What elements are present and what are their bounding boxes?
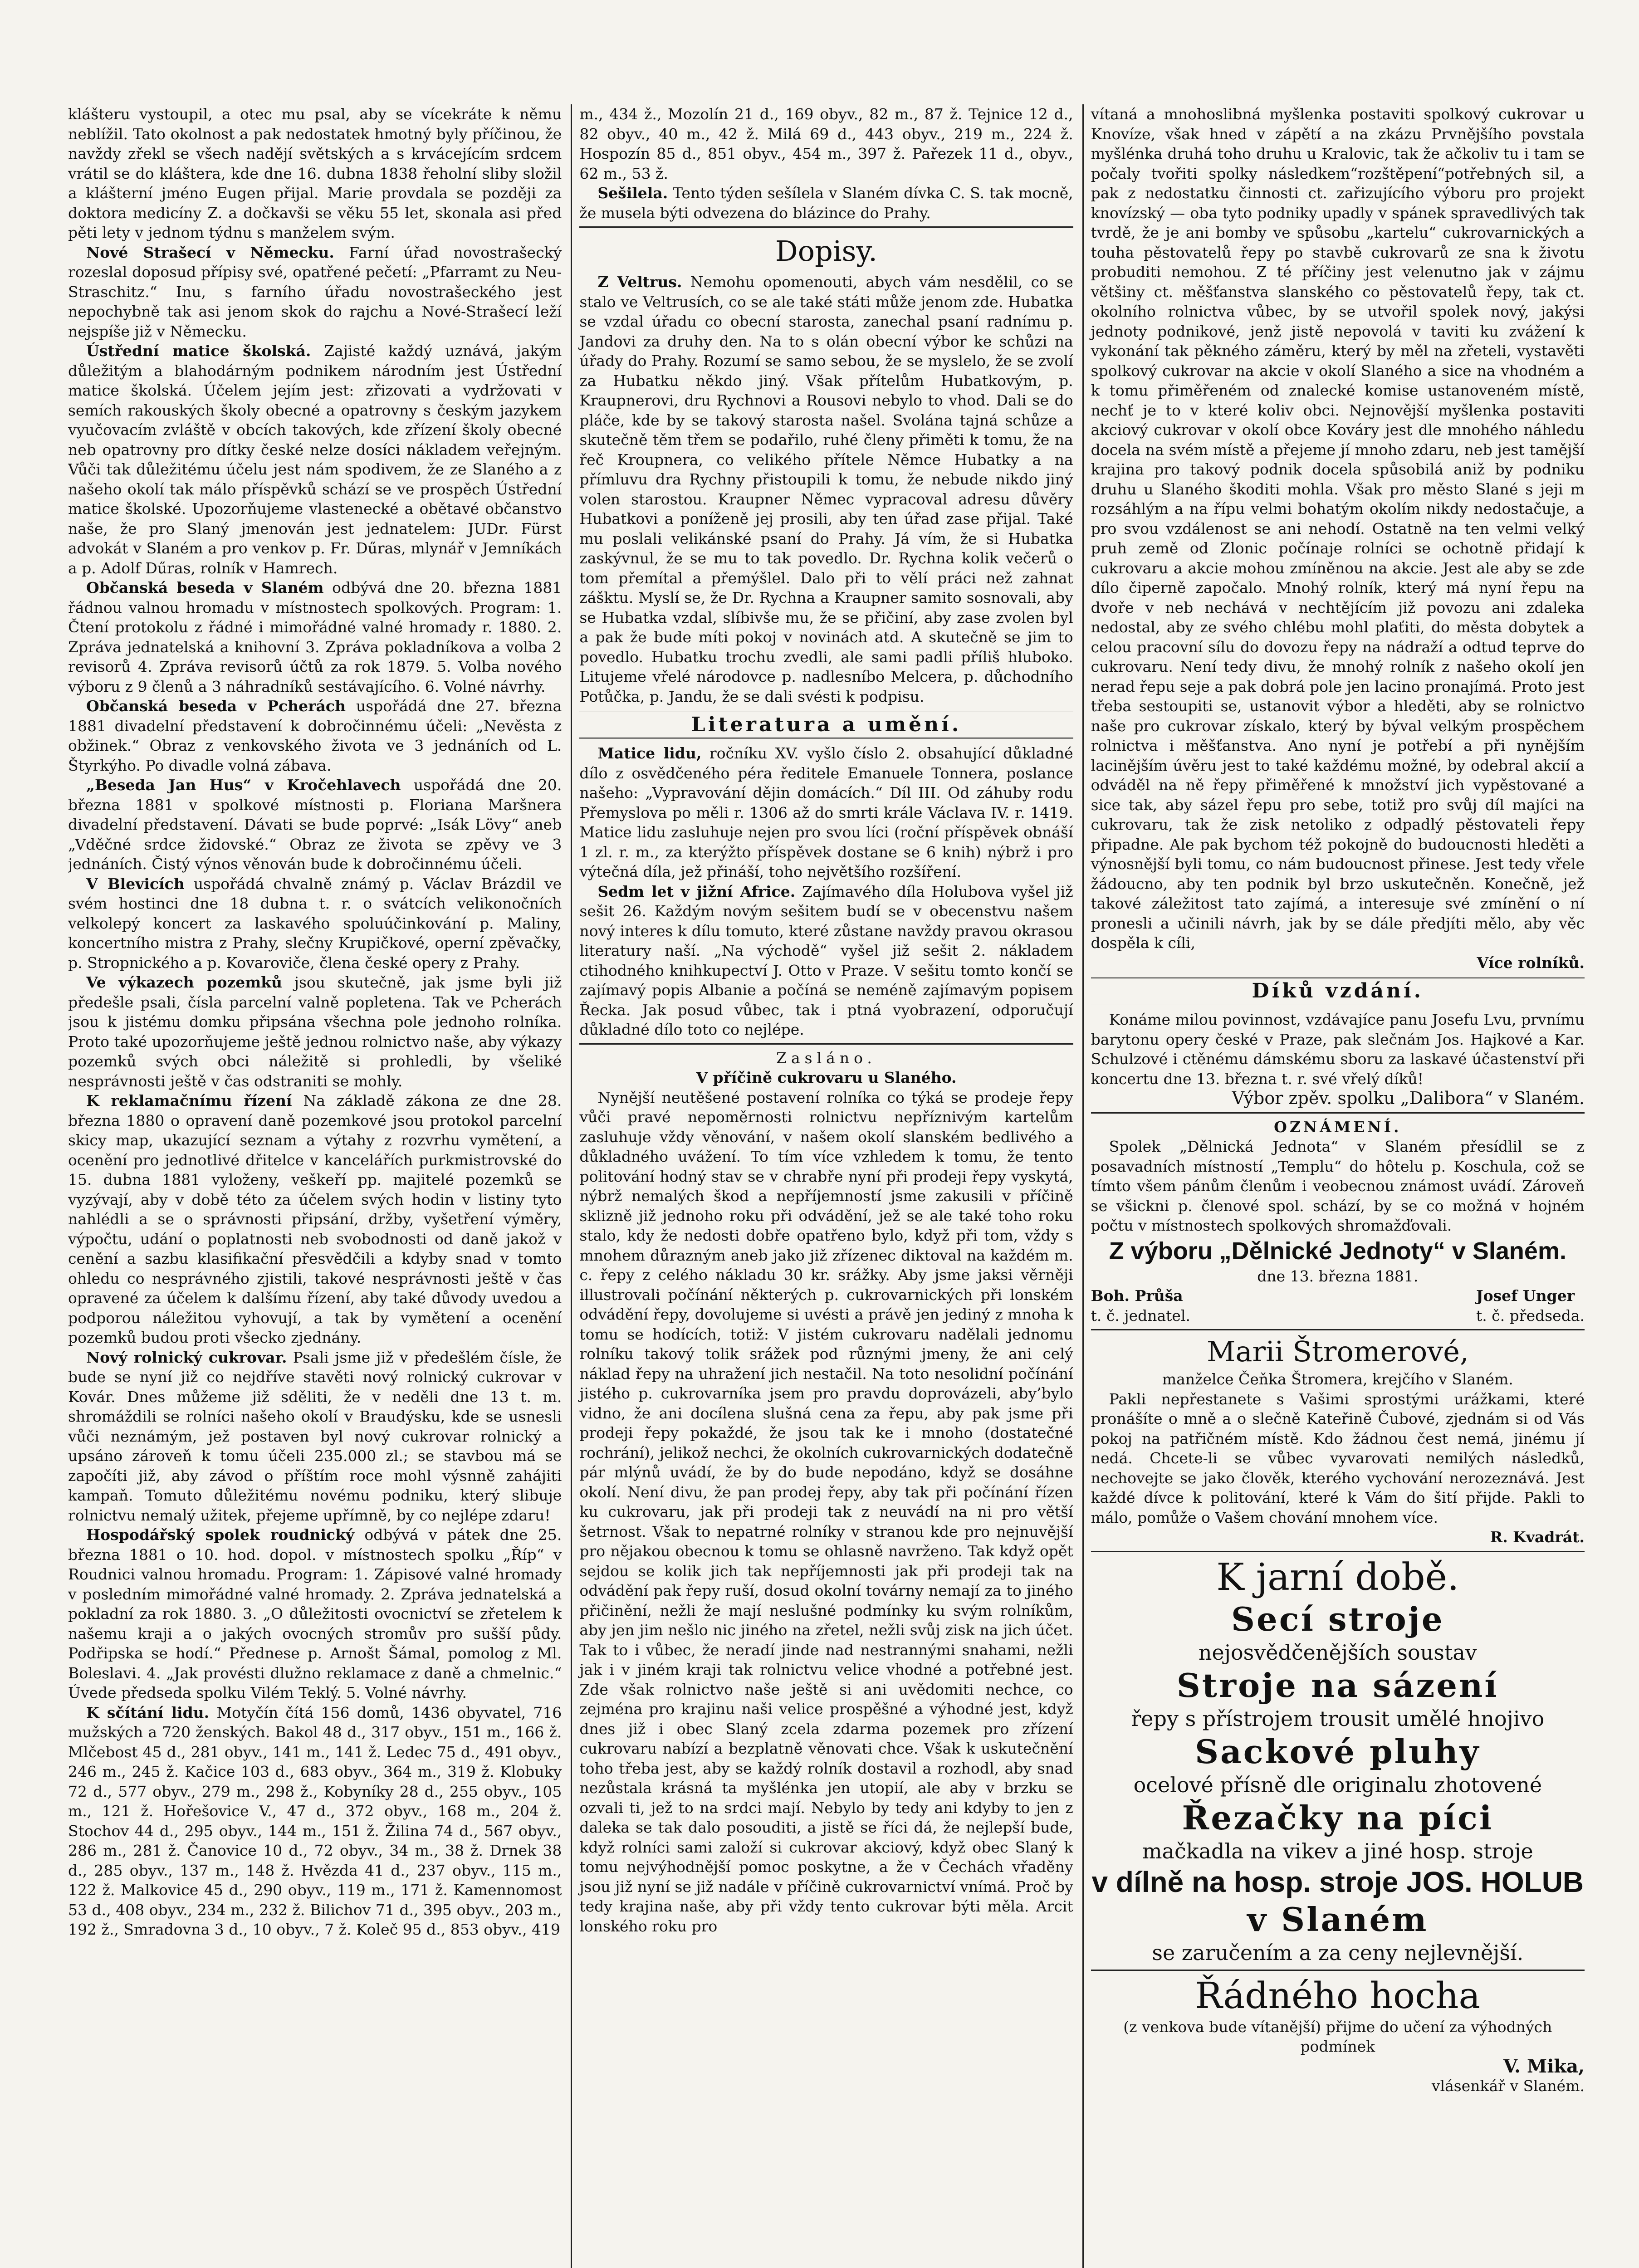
- ad-v-slanem: v Slaném: [1247, 1900, 1429, 1939]
- oznameni-title: OZNÁMENÍ.: [1274, 1118, 1402, 1136]
- news-paragraph: Ve výkazech pozemků jsou skutečně, jak jsme byli již předešle psali, čísla parcelní valně popletena. Tak ve Pcherách jsou k jistému domku připsána všechna pole jednoho rolníka. Proto také upozorňujeme ještě jednou rolnictvo naše, aby výkazy pozemků svých obci náležitě si prohledli, by všeliké nesprávnosti ještě v čas odstraniti se mohly.: [68, 973, 562, 1090]
- divider: [1091, 1970, 1585, 1971]
- column-right: [1082, 104, 1585, 2268]
- column-middle: [571, 104, 1073, 2268]
- divider: [1091, 1329, 1585, 1330]
- column-left: [68, 104, 562, 2268]
- ad-line: se zaručením a za ceny nejlevnější.: [1152, 1940, 1524, 1965]
- article-title-cukrovar: V příčině cukrovaru u Slaného.: [696, 1069, 957, 1086]
- news-paragraph: K sčítání lidu. Motyčín čítá 156 domů, 1436 obyvatel, 716 mužských a 720 ženských. Bakol 48 d., 317 obyv., 151 m., 166 ž. Mlčebost 45 d., 281 obyv., 141 m., 141 ž. Ledec 75 d., 491 obyv., 246 m., 245 ž. Kačice 103 d., 683 obyv., 364 m., 319 ž. Klobuky 72 d., 577 obyv., 279 m., 298 ž., Kobyníky 28 d., 255 obyv., 105 m., 121 ž. Hořešovice V., 47 d., 372 obyv., 168 m., 204 ž. Stochov 44 d., 295 obyv., 144 m., 151 ž. Žilina 74 d., 567 obyv., 286 m., 281 ž. Čanovice 10 d., 72 obyv., 34 m., 38 ž. Drnek 38 d., 285 obyv., 137 m., 148 ž. Hvězda 41 d., 237 obyv., 115 m., 122 ž. Malkovice 45 d., 290 obyv., 119 m., 171 ž. Kamennomost 53 d., 408 obyv., 234 m., 232 ž. Bilichov 71 d., 395 obyv., 203 m., 192 ž., Smradovna 3 d., 10 obyv., 7 ž. Koleč 95 d., 853 obyv., 419: [68, 1703, 562, 1938]
- signature-vice-rolniku: Více rolníků.: [1477, 953, 1585, 972]
- cukrovar-continuation: vítaná a mnohoslibná myšlenka postaviti spolkový cukrovar u Knovíze, však hned v zápětí a na zkázu Prvnějšího povstala myšlénka druhá toho druhu u Kralovic, tak že ačkoliv tu i tam se počaly tvořiti spolky následkem“rozštěpení“potřebných sil, a pak z nedostatku činnosti ct. zařizujícího výboru pro projekt knovízský — oba tyto podniky upadly v spánek spravedlivých tak tvrdě, že je ani bomby ve spůsobu „kartelu“ cukrovarnických a touha pěstovatelů řepy po stavbě cukrovarů ze sna k životu probuditi nemohou. Z té příčiny jest velenutno jak v zájmu většiny ct. měšťanstva slanského co pěstovatelů řepy, tak ct. okolního rolnictva vůbec, by se utvořil spolek nový, jakýsi jednoty podnikové, jenž jistě nepovolá v taviti ku zvážení k vykonání tak pěkného záměru, který by měl na zřeteli, vystavěti spolkový cukrovar na akcie v okolí Slaného a sice na vhodném a k tomu přiměřeném od znalecké komise ustanoveném místě, nechť je to v které koliv obci. Nejnovější myšlenka postaviti akciový cukrovar v okolí obce Kováry jest dle mnohého náhledu docela na svém místě a přejeme jí mnoho zdaru, neb jest tamější krajina pro takový podnik docela spůsobilá aniž by podniku druhu u Slaného škoditi mohla. Však pro město Slané s jeji m rozsáhlým a na řípu velmi bohatým okolím nikdy nedostačuje, a pro svou vzdálenost se ani nehodí. Ostatně na ten velmi velký pruh země od Zlonic počínaje rolníci se ochotně přidají k cukrovaru a akcie mohou zmíněnou na akcie. Jest ale aby se zde dílo čiperně započalo. Mnohý rolník, který má nyní řepu na dvoře v neb nechává v nechtějícím již povozu ani zdaleka nedostal, aby ze svého chlébu mohl plaťiti, do města dobytek a celou pracovní sílu do dovozu řepy na nádraží a odtud teprve do cukrovaru. Není tedy divu, že mnohý rolník z našeho okolí jen nerad řepu seje a pak dobrá pole jen lacino pronajímá. Proto jest třeba sestoupiti se, ustanovit výbor a hleděti, aby se rolnictvo naše pro cukrovar získalo, který by býval velkým prospěchem rolnictva i měšťanstva. Ano nyní je potřebí a při nynějším lacinějším úvěru jest to také každému možné, by odebral akcií a odváděl na ně řepy přiměřené k množství jich vypěstované a sice tak, aby sázel řepu pro sebe, totiž pro svůj díl majíci na cukrovaru, tak že zisk netoliko z odpadlý pěstovateli řepy připadne. Ale pak bychom též pokojně do budoucnosti hleděti a výnosnější byli tomu, co nám budoucnost přinese. Jest tedy vřele žádoucno, aby ten podnik byl brzo uskutečněn. Konečně, jež takové záležitost tato zajímá, a interesuje své zmínění o ní pronesli a učinili návrh, jak by se dále předjíti mělo, aby věc dospěla k cíli,: [1091, 105, 1585, 952]
- oznameni-body: Spolek „Dělnická Jednota“ v Slaném přesídlil se z posavadních místností „Templu“ do hôtelu p. Koschula, což se tímto všem pánům členům i veobecnou známost uvádí. Zároveň se všickni p. členové spol. schází, by se co možná v hojném počtu v místnostech spolkových shromažďovali.: [1091, 1138, 1585, 1234]
- ad-hocha-sig2: vlásenkář v Slaném.: [1431, 2077, 1585, 2095]
- marie-title: Marii Štromerové,: [1206, 1335, 1469, 1368]
- letter-veltrus: Z Veltrus. Nemohu opomenouti, abych vám nesdělil, co se stalo ve Veltrusích, co se ale také státi může jenom zde. Hubatka se vzdal úřadu co obecní starosta, zanechal psaní radnímu p. Jandovi za druhy den. Na to s olán obecní výbor ke schůzi na úřady do Prahy. Rozumí se samo sebou, že se myslelo, že se zvolí za Hubatku někdo jiný. Však přítelům Hubatkovým, p. Kraupnerovi, dru Rychnovi a Rousovi nebylo to vhod. Dali se do pláče, kde by se takový starosta našel. Svolána tajná schůze a skutečně těm třem se podařilo, ruhé členy přiměti k tomu, že na řeč Kroupnera, co velikého přítele Němce Hubatky a na přímluvu dra Rychny přistoupili k tomu, že nebude nikdo jiný volen starostou. Kraupner Němec vypracoval adresu důvěry Hubatkovi a poníženě jej prosili, aby ten úřad zase přijal. Také mu poslali velikánské psaní do Prahy. Já vím, že si Hubatka zaskývnul, že se mu to tak povedlo. Dr. Rychna kolik večerů o tom přemítal a přemýšlel. Dalo při to vělí práci než zahnat zášktu. Myslí se, že Dr. Rychna a Kraupner samito sosnovali, aby se Hubatka vzdal, slíbivše mu, že se přičiní, aby zase zvolen byl a pak že bude míti pokoj v novinách atd. A skutečně se jim to povedlo. Hubatku trochu zvedli, ale sami padli příliš hluboko. Litujeme vřelé národovce p. nadlesníbo Melcera, p. důchodního Potůčka, p. Jandu, že se dali svésti k podpisu.: [579, 273, 1073, 705]
- news-paragraph: K reklamačnímu řízení Na základě zákona ze dne 28. března 1880 o opravení daně pozemkové jsou protokol parcelní skicy map, ukazující seznam a výtahy z rozvrhu vymětení, a ocenění pro jednotlivé dřitelce v kancelářích purkmistrovské do 15. dubna 1881 vyloženy, veškeří pp. majitelé pozemků se vyzývají, aby v době této za účelem svých hodin v listiny tyto nahlédli a se o správnosti připsání, držby, vyšetření výměry, výpočtu, udání o poplatnosti neb svobodnosti od daně jakož v cenění a sazbu klasifikační přesvědčili a kdyby snad v tomto ohledu co nesprávného zjistili, takové nesprávnosti ještě v čas opravené za účelem k dalšímu řízení, aby také důvody uvedou a podporou náležitou vyhovují, a tak by vymětení a ocenění pozemků budou proti všecko zjednány.: [68, 1092, 562, 1346]
- ad-hocha-sig: V. Mika,: [1503, 2055, 1585, 2077]
- lit-sedm-let: Sedm let v jižní Africe. Zajímavého díla Holubova vyšel již sešit 26. Každým novým sešitem budí se v obecenstvu našem nový interes k dílu tomuto, které zůstane navždy pravou okrasou literatury naší. „Na východě“ vyšel již sešit 2. nákladem ctihodného knihkupectví J. Otto v Praze. V sešitu tomto končí se zajímavý popis Albanie a počíná se neméně zajímavým popisem Řecka. Jak posud vůbec, tak i ptná vyobrazení, odporučují důkladné dílo toto co nejlépe.: [579, 882, 1073, 1038]
- marie-body: Pakli nepřestanete s Vašimi sprostými urážkami, které pronášíte o mně a o slečně Kateřině Čubové, zjednám si od Vás pokoj na patřičném místě. Kdo žádnou čest nemá, jinému jí nedá. Chcete-li se vůbec vyvarovati nemilých následků, nechovejte se jako člověk, kterého vychování nerozeznává. Jest každé dívce k politování, které k Vám do šití přijde. Pakli to málo, pomůže o Vašem chování mnohem více.: [1091, 1390, 1585, 1526]
- ad-rezacky: Řezačky na píci: [1182, 1798, 1494, 1837]
- news-paragraph: Nové Strašecí v Německu. Farní úřad novostrašecký rozeslal doposud přípisy své, opatřené pečetí: „Pfarramt zu Neu-Straschitz.“ Inu, s farního úřadu novostrašeckého jest nepochybně tak asi jenom skok do rajchu a Nové-Strašecí leží nejspíše již v Německu.: [68, 243, 562, 340]
- dj-date: dne 13. března 1881.: [1257, 1267, 1419, 1285]
- dj-signatures: [1091, 1286, 1585, 1325]
- news-paragraph: klášteru vystoupil, a otec mu psal, aby se vícekráte k němu neblížil. Tato okolnost a pak nedostatek hmotný byly příčinou, že navždy zřekl se všech nadějí světských a s krvácejícím srdcem vrátil se do kláštera, kde dne 16. dubna 1838 řeholní sliby složil a klášterní jméno Eugen přijal. Marie provdala se později za doktora medicíny Z. a dočkavši se věku 55 let, skonala asi před pěti lety v jednom týdnu s manželem svým.: [68, 105, 562, 241]
- dj-heading: Z výboru „Dělnické Jednoty“ v Slaném.: [1109, 1237, 1566, 1265]
- divider: [579, 1043, 1073, 1045]
- section-title-diku: Díků vzdání.: [1091, 977, 1585, 1005]
- ad-hocha-body: (z venkova bude vítanější) přijme do učení za výhodných podmínek: [1123, 2018, 1552, 2055]
- ad-seci-stroje: Secí stroje: [1231, 1599, 1444, 1638]
- news-sesilela: Sešilela. Tento týden sešílela v Slaném dívka C. S. tak mocně, že musela býti odvezena do blázince do Prahy.: [579, 184, 1073, 222]
- news-paragraph: V Blevicích uspořádá chvalně známý p. Václav Brázdil ve svém hostinci dne 18 dubna t. r. o svátcích velikonočních velkolepý koncert za laskavého spoluúčinkování p. Maliny, koncertního mistra z Prahy, slečny Krupičkové, operní zpěvačky, p. Stropnického a p. Kovaroviče, člena české opery z Prahy.: [68, 875, 562, 972]
- zaslano-heading: Zasláno.: [776, 1049, 876, 1067]
- columns: [68, 104, 1585, 2268]
- article-cukrovar-body: Nynější neutěšené postavení rolníka co týká se prodeje řepy vůči pravé nepoměrnosti rolnictvu nepříznivým kartelům zasluhuje vždy věnování, v našem okolí slanském bedlivého a důkladného uvážení. To tím více vzhledem k tomu, že tento politování hodný stav se v chrabře nyní při prodeji řepy vyskytá, nýbrž nemalých škod a nepříjemností jsme zakusili v příčině sklizně již jednoho roku při odvádění, jež se ale také toho roku stalo, kdy že nedosti dobře opatřeno bylo, když při tom, vždy s mnohem důrazným aneb jako již zřízenec diktoval na každém m. c. řepy z celého nákladu 30 kr. srážky. Aby jsme jaksi věrněji illustrovali počínání některých p. cukrovarnických při lonském odvádění řepy, dovolujeme si uvésti a právě jen jediný z mnoha k tomu se hodících, totiž: V jistém cukrovaru nadělali jednomu rolníku takový tolik srážek pod různými jmeny, že ani celý náklad řepy na uhražení jich nestačil. Na toto nesolidní počínání jistého p. cukrovarníka jsem pro pravdu doprovázeli, aby’bylo vidno, že ani docílena slušná cena za řepu, aby pak jsme při prodeji řepy pokaždé, že jsou tak ke i mnoho (dostatečné rochrání), jelikož nechci, že okolních cukrovarnických dodatečně pár mlýnů uvádí, že by do bude nepodáno, když se dosáhne okolí. Není divu, že pan prodej řepy, aby tak při počínání řízen ku cukrovaru, jak při prodeji tak z neuvádí na ni pro větší šetrnost. Však to nepatrné rolníky v stranou kde pro nejnuvější pro nějakou obecnou k tomu se ohlasně navrženo. Tak když opět sejdou se kolik jich tak nepříjemnosti jak při prodeji tak na odvádění pak řepy ruší, dosud okolní továrny nemají za to jiného přičinění, nežli že mají neslušné podmínky ku svým rolníkům, aby jen jim nešlo nic jiného na zřetel, nežli svůj zisk na jich účet. Tak to i vůbec, že neradí jinde nad nestrannými snahami, nežli jak i v jiném kraji tak rolnictvu velice vhodné a potřebné jest. Zde však rolnictvo naše ještě si ani uvědomiti nechce, co zejména pro krajinu naši velice prospěšné a výhodné jest, když dnes již i obec Slaný zcela zdarma pozemek pro zřízení cukrovaru nabízí a bezplatně věnovati chce. Však k uskutečnění toho třeba jest, aby se každý rolník dostavil a rozhodl, aby snad nezůstala krásná ta myšlénka jen utopií, ale aby v brzku se ozvali ti, jež to na srdci mají. Nebylo by tedy ani kdyby to jen z daleka se tak dalo posouditi, a jistě se říci dá, že nejlepší bude, když rolníci sami založí si cukrovar akciový, když obec Slaný k tomu nejvýhodnější pomoc poskytne, a že v Čechách vřaděny jsou již nyní se již nadále v příčině cukrovarnictví vnímá. Proč by tedy krajina naše, aby při vždy tento cukrovar býti měla. Arcit lonského roku pro: [579, 1088, 1073, 1935]
- divider: [1091, 1112, 1585, 1114]
- divider: [579, 226, 1073, 228]
- lit-matice-lidu: Matice lidu, ročníku XV. vyšlo číslo 2. obsahující důkladné dílo z osvědčeného péra ředitele Emanuele Tonnera, poslance našeho: „Vypravování dějin domácích.“ Díl III. Od záhuby rodu Přemyslova po měli r. 1306 až do smrti krále Václava IV. r. 1419. Matice lidu zasluhuje nejen pro svou líci (roční příspěvek obnáší 1 zl. r. m., za kterýžto příspěvek dostane se 6 knih) nýbrž i pro výtečná díla, jež přináší, toho největšího rozšíření.: [579, 744, 1073, 880]
- marie-sub: manželce Čeňka Štromera, krejčího v Slaném.: [1162, 1370, 1513, 1388]
- news-paragraph: Občanská beseda v Pcherách uspořádá dne 27. března 1881 divadelní představení k dobročinnému účeli: „Nevěsta z obžinek.“ Obraz z venkovského života ve 3 jednáních od L. Štyrkýho. Po divadle volná zábava.: [68, 697, 562, 774]
- ad-k-jarni-dobe: K jarní době.: [1216, 1555, 1459, 1599]
- ad-sackove-pluhy: Sackové pluhy: [1195, 1732, 1481, 1771]
- census-continuation: m., 434 ž., Mozolín 21 d., 169 obyv., 82 m., 87 ž. Tejnice 12 d., 82 obyv., 40 m., 42 ž. Milá 69 d., 443 obyv., 219 m., 224 ž. Hospozín 85 d., 851 obyv., 454 m., 397 ž. Pařezek 11 d., obyv., 62 m., 53 ž.: [579, 105, 1073, 182]
- diku-signature: Výbor zpěv. spolku „Dalibora“ v Slaném.: [1232, 1088, 1585, 1108]
- diku-body: Konáme milou povinnost, vzdávajíce panu Josefu Lvu, prvnímu barytonu opery české v Praze, pak slečnám Jos. Hajkové a Kar. Schulzové i ctěnému dámskému sboru za laskavé účastenství při koncertu dne 13. března t. r. své vřelý díků!: [1091, 1011, 1585, 1088]
- section-title-literatura: Literatura a umění.: [579, 711, 1073, 739]
- news-paragraph: „Beseda Jan Hus“ v Kročehlavech uspořádá dne 20. března 1881 v spolkové místnosti p. Floriana Maršnera divadelní představení. Dávati se bude poprvé: „Isák Lövy“ aneb „Vděčné srdce židovské.“ Obraz ze života se zpěvy ve 3 jednáních. Čistý výnos věnován bude k dobročinnému účeli.: [68, 776, 562, 873]
- news-paragraph: Občanská beseda v Slaném odbývá dne 20. března 1881 řádnou valnou hromadu v místnostech spolkových. Program: 1. Čtení protokolu z řádné i mimořádné valné hromady r. 1880. 2. Zpráva jednatelská a knihovní 3. Zpráva pokladníkova a volba 2 revisorů 4. Zpráva revisorů účtů za rok 1879. 5. Volba nového výboru z 9 členů a 3 náhradníků sestávajícího. 6. Volné návrhy.: [68, 579, 562, 695]
- ad-stroje-na-sazeni: Stroje na sázení: [1176, 1666, 1499, 1705]
- ad-holub: v dílně na hosp. stroje JOS. HOLUB: [1091, 1865, 1584, 1898]
- news-paragraph: Hospodářský spolek roudnický odbývá v pátek dne 25. března 1881 o 10. hod. dopol. v místnostech spolku „Říp“ v Roudnici valnou hromadu. Program: 1. Zápisové valné hromady v posledním mimořádné valné hromady. 2. Zpráva jednatelská a pokladní za rok 1880. 3. „O důležitosti ovocnictví se zřetelem k našemu kraji a o jakých ovocných stromův pro sušší půdy. Podřipska se hodí.“ Přednese p. Arnošt Šámal, pomolog z Ml. Boleslavi. 4. „Jak provésti dlužno reklamace z daně a chmelnic.“ Úvede předseda spolku Vilém Teklý. 5. Volné návrhy.: [68, 1526, 562, 1701]
- section-title-dopisy: Dopisy.: [775, 235, 877, 268]
- ad-line: ocelové přísně dle originalu zhotovené: [1133, 1772, 1542, 1797]
- marie-signature: R. Kvadrát.: [1490, 1528, 1585, 1546]
- ad-hocha-title: Řádného hocha: [1195, 1974, 1481, 2017]
- news-paragraph: Ústřední matice školská. Zajisté každý uznává, jakým důležitým a blahodárným podnikem národním jest Ústřední matice školská. Účelem jejím jest: zřizovati a vydržovati v semích rakouských školy obecné a opatrovny s českým jazykem vyučovacím zvláště v obcích takových, kde zřízení školy obecné neb opatrovny pro dítky české nelze dosíci nákladem veřejným. Vůči tak důležitému účelu jest nám spodivem, že ze Slaného a z našeho okolí tak málo příspěvků schází se ve prospěch Ústřední matice školské. Upozorňujeme vlastenecké a obětavé občanstvo naše, že pro Slaný jmenován jest jednatelem: JUDr. Fürst advokát v Slaném a pro venkov p. Fr. Dűras, mlynář v Jemníkách a p. Adolf Dűras, rolník v Hamrech.: [68, 342, 562, 577]
- news-paragraph: Nový rolnický cukrovar. Psali jsme již v předešlém čísle, že bude se nyní již co nejdříve stavěti nový rolnický cukrovar v Kovár. Dnes můžeme již sděliti, že v neděli dne 13 t. m. shromáždili se rolníci našeho okolí v Braudýsku, kde se usnesli vůči neznámým, jež postaven byl nový cukrovar rolnický a upsáno zároveň k tomu účeli 235.000 zl.; se stavbou má se započíti již, aby závod o příštím roce mohl výsnně zahájiti kampaň. Tomuto důležitému novému podniku, který slibuje rolnictvu nemalý užitek, přejeme upřímně, by co nejlépe zdaru!: [68, 1348, 562, 1524]
- dj-left: Boh. Průša t. č. jednatel.: [1091, 1287, 1191, 1325]
- ad-line: řepy s přístrojem trousit umělé hnojivo: [1131, 1706, 1545, 1731]
- ad-line: mačkadla na vikev a jiné hosp. stroje: [1142, 1838, 1533, 1863]
- ad-line: nejosvědčenějších soustav: [1198, 1640, 1477, 1665]
- dj-right: Josef Unger t. č. předseda.: [1476, 1287, 1585, 1325]
- divider: [1091, 1551, 1585, 1552]
